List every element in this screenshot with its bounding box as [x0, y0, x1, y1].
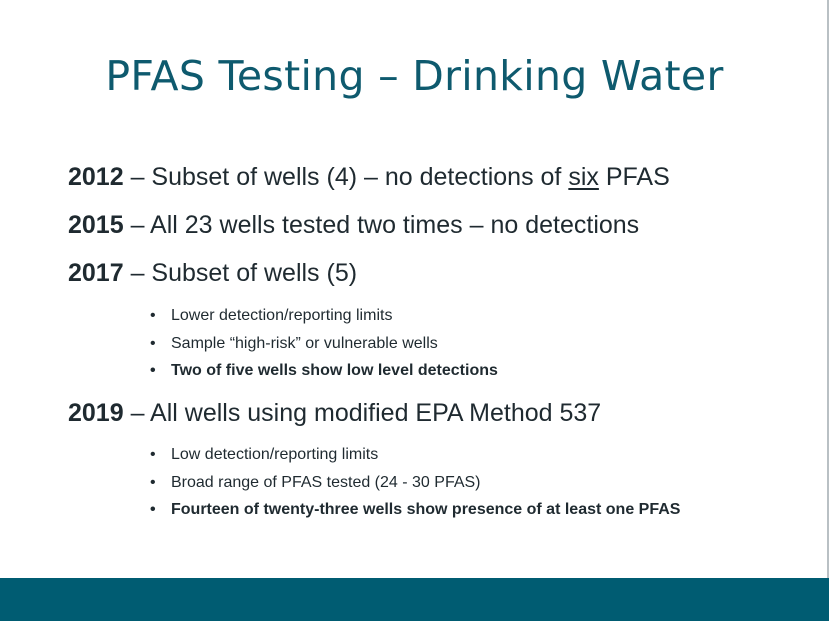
entry-text: – All 23 wells tested two times – no detections [123, 211, 640, 239]
entry-text-end: PFAS [598, 163, 670, 191]
entry-year: 2012 [68, 163, 124, 191]
bullet-text: Two of five wells show low level detections [171, 362, 498, 379]
bullet-text: Lower detection/reporting limits [171, 307, 393, 324]
entry-2017 [68, 257, 357, 289]
bullet-icon: • [150, 362, 156, 379]
list-item [150, 330, 498, 358]
bullet-icon: • [150, 307, 156, 324]
bullet-icon: • [150, 473, 156, 491]
entry-year: 2015 [68, 211, 124, 239]
bullet-text: Fourteen of twenty-three wells show presence of at least one PFAS [171, 501, 681, 518]
entry-year: 2019 [68, 399, 124, 427]
bullet-text: Low detection/reporting limits [171, 446, 379, 463]
entry-2012 [68, 161, 670, 193]
list-item [150, 441, 680, 469]
bullet-list-2019 [150, 441, 680, 524]
entry-text: – All wells using modified EPA Method 537 [123, 399, 602, 427]
entry-year: 2017 [68, 259, 124, 287]
bullet-list-2017 [150, 302, 498, 385]
list-item [150, 496, 680, 524]
entry-emphasis: six [568, 163, 599, 191]
bullet-icon: • [150, 334, 156, 352]
slide-title: PFAS Testing – Drinking Water [105, 52, 724, 100]
bullet-text: Broad range of PFAS tested (24 - 30 PFAS) [171, 473, 481, 491]
bullet-icon: • [150, 501, 156, 518]
entry-text: – Subset of wells (5) [123, 259, 358, 287]
entry-2019 [68, 397, 601, 429]
list-item [150, 357, 498, 385]
bullet-icon: • [150, 446, 156, 463]
list-item [150, 469, 680, 497]
entry-text: – Subset of wells (4) – no detections of [123, 163, 569, 191]
footer-bar [0, 578, 829, 621]
bullet-text: Sample “high-risk” or vulnerable wells [171, 334, 438, 352]
list-item [150, 302, 498, 330]
entry-2015 [68, 209, 639, 241]
